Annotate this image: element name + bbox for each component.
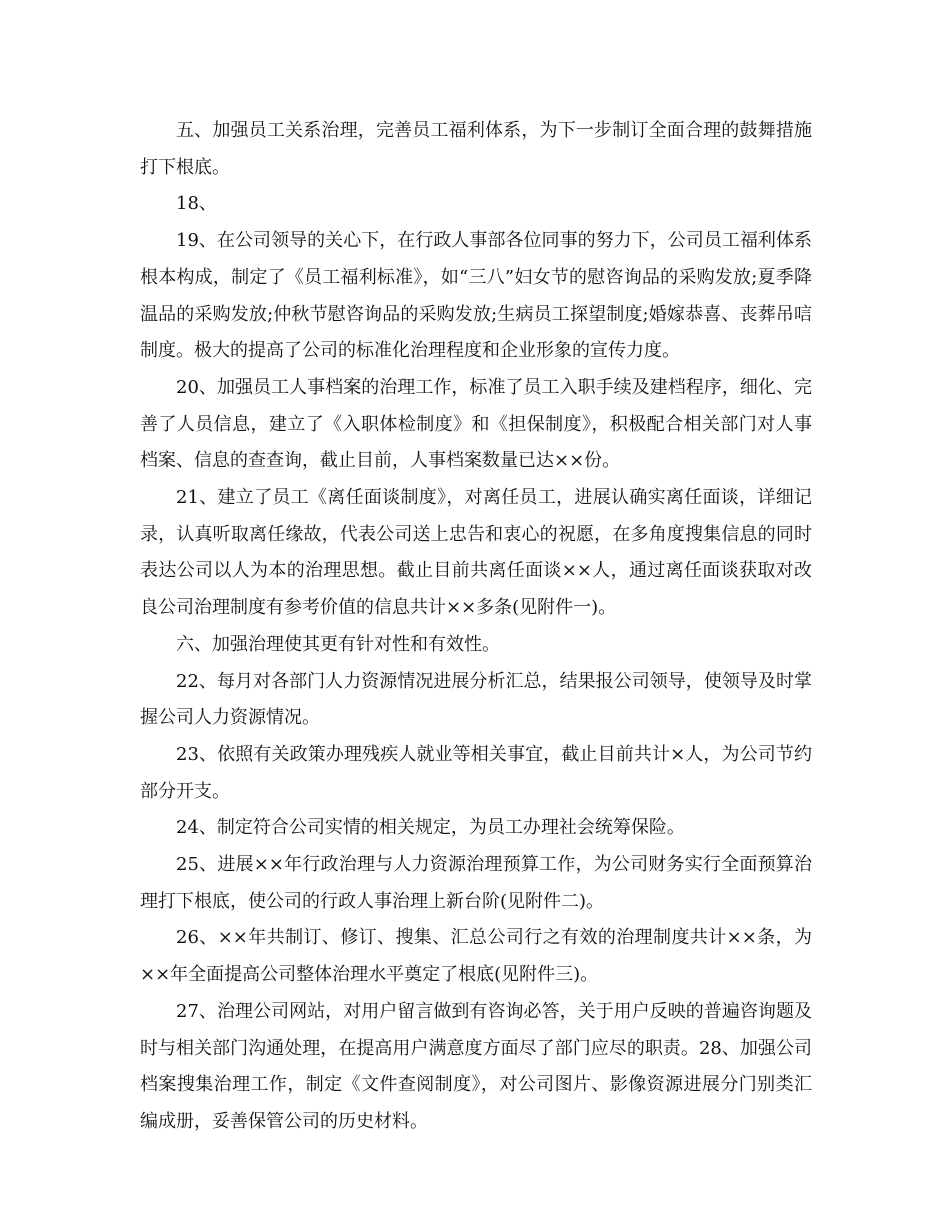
paragraph-item-24: 24、制定符合公司实情的相关规定，为员工办理社会统筹保险。 (176, 817, 685, 839)
paragraph-item-20: 20、加强员工人事档案的治理工作，标准了员工入职手续及建档程序，细化、完善了人员信息，建立了《入职体检制度》和《担保制度》，积极配合相关部门对人事档案、信息的查查询，截止目前，人事档案数量已达××份。 (140, 376, 812, 472)
paragraph-section-five: 五、加强员工关系治理，完善员工福利体系，为下一步制订全面合理的鼓舞措施打下根底。 (140, 120, 812, 178)
paragraph-item-26: 26、××年共制订、修订、搜集、汇总公司行之有效的治理制度共计××条，为××年全面提高公司整体治理水平奠定了根底(见附件三)。 (140, 927, 812, 986)
paragraph-item-19: 19、在公司领导的关心下，在行政人事部各位同事的努力下，公司员工福利体系根本构成，制定了《员工福利标准》，如“三八”妇女节的慰咨询品的采购发放;夏季降温品的采购发放;仲秋节慰咨询品的采购发放;生病员工探望制度;婚嫁恭喜、丧葬吊唁制度。极大的提高了公司的标准化治理程度和企业形象的宣传力度。 (140, 230, 812, 362)
document-body (140, 113, 812, 1141)
paragraph-section-six: 六、加强治理使其更有针对性和有效性。 (176, 633, 500, 655)
paragraph-item-27-28: 27、治理公司网站，对用户留言做到有咨询必答，关于用户反映的普遍咨询题及时与相关部门沟通处理，在提高用户满意度方面尽了部门应尽的职责。28、加强公司档案搜集治理工作，制定《文件查阅制度》，对公司图片、影像资源进展分门别类汇编成册，妥善保管公司的历史材料。 (140, 1000, 812, 1132)
paragraph-item-18: 18、 (176, 193, 217, 215)
paragraph-item-25: 25、进展××年行政治理与人力资源治理预算工作，为公司财务实行全面预算治理打下根底，使公司的行政人事治理上新台阶(见附件二)。 (140, 854, 812, 912)
paragraph-item-22: 22、每月对各部门人力资源情况进展分析汇总，结果报公司领导，使领导及时掌握公司人力资源情况。 (140, 670, 812, 729)
paragraph-item-21: 21、建立了员工《离任面谈制度》，对离任员工，进展认确实离任面谈，详细记录，认真听取离任缘故，代表公司送上忠告和衷心的祝愿，在多角度搜集信息的同时表达公司以人为本的治理思想。截止目前共离任面谈××人，通过离任面谈获取对改良公司治理制度有参考价值的信息共计××多条(见附件一)。 (140, 487, 812, 619)
paragraph-item-23: 23、依照有关政策办理残疾人就业等相关事宜，截止目前共计×人，为公司节约部分开支。 (140, 743, 812, 802)
